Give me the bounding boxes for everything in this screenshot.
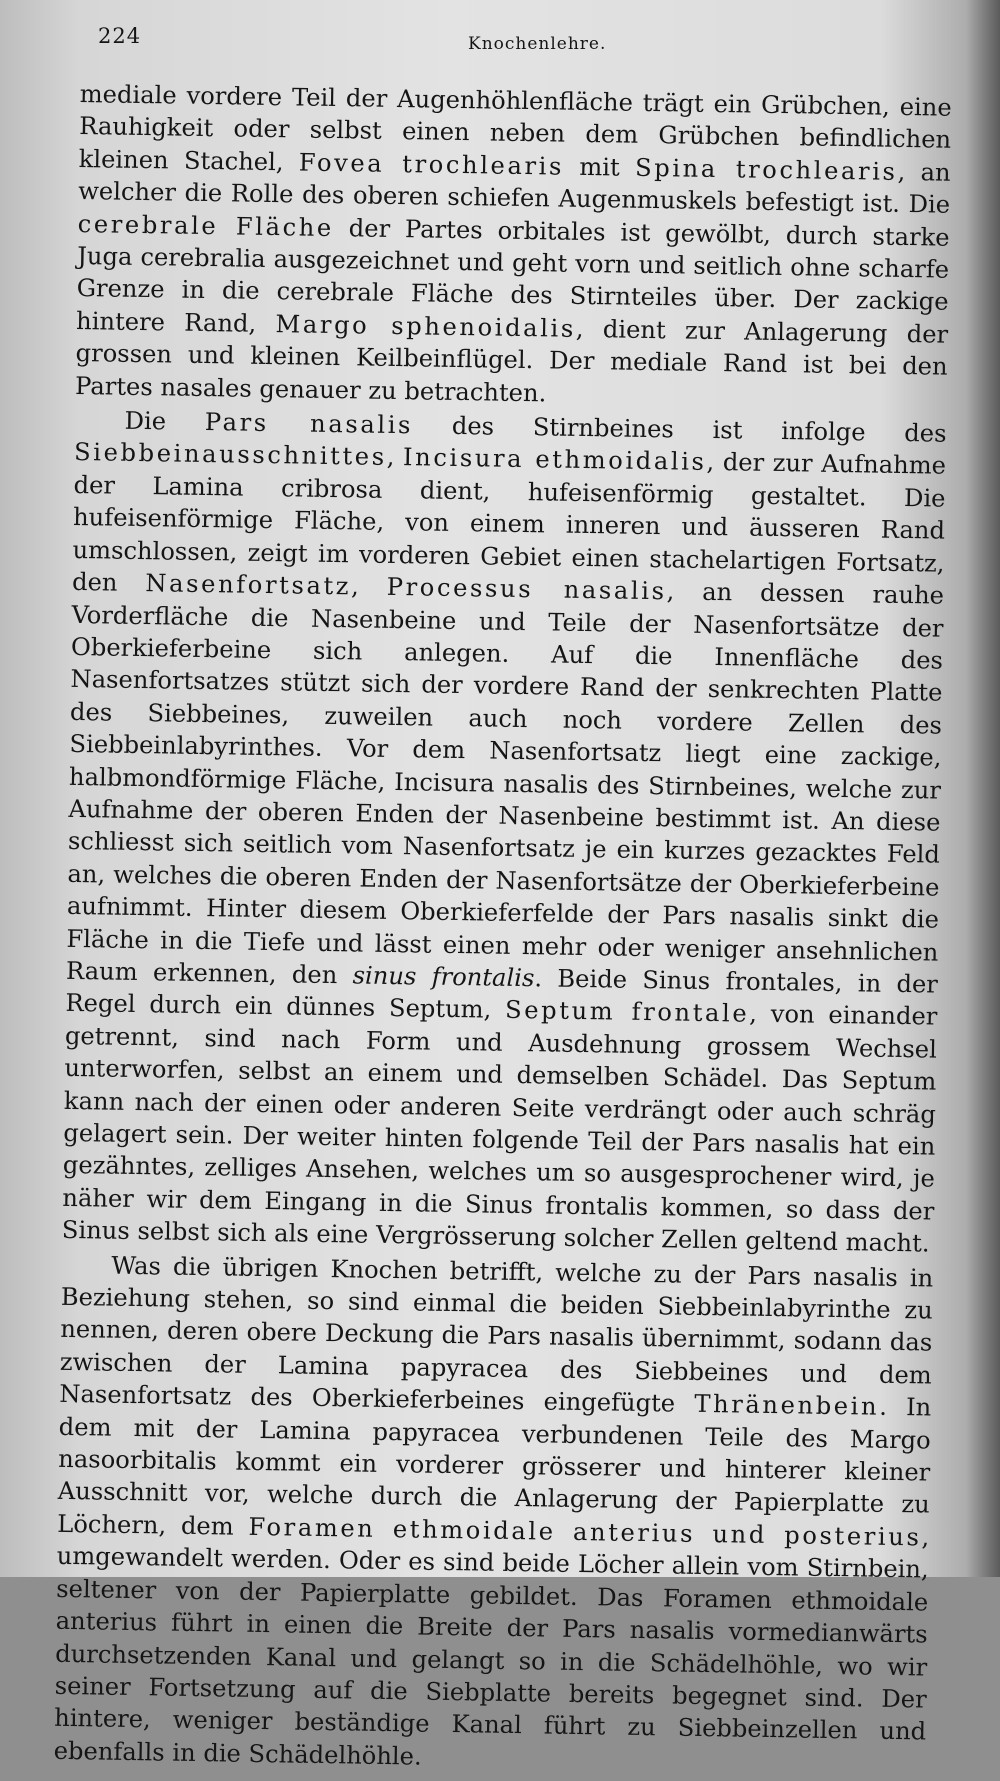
text-run: , umgewandelt werden. Oder es sind beide Löcher allein vom Stirnbein, seltener von der Papierplatte gebildet. Das Foramen ethmoidale anterius führt in einen die Breite der Pars nasalis vormedianwärts durchsetzenden Kanal und gelangt so in die Schädelhöhle, wo wir seiner Fortsetzung auf die Siebplatte bereits begegnet sind. Der hintere, weniger beständige Kanal führt zu Siebbeinzellen und ebenfalls in die Schädelhöhle. xyxy=(53,1523,930,1771)
spaced-term: Thränenbein xyxy=(694,1390,880,1421)
text-run: , von einander getrennt, sind nach Form und Ausdehnung grossem Wechsel unterworfen, selbst an einem und demselben Schädel. Das Septum kann nach der einen oder anderen Seite verdrängt oder auch schräg gelagert sein. Der weiter hinten folgende Teil der Pars nasalis hat ein gezähntes, zelliges Ansehen, welches um so ausgesprochener wird, je näher wir dem Eingang in die Sinus frontalis kommen, so dass der Sinus selbst sich als eine Vergrösserung solcher Zellen geltend macht. xyxy=(61,1000,938,1258)
spaced-term: Pars nasalis xyxy=(204,408,414,440)
text-run: Was die übrigen Knochen betrifft, welche zu der Pars nasalis in Beziehung stehen, so sind einmal die beiden Siebbeinlabyrinthe zu nennen, deren obere Deckung die Pars nasalis übernimmt, sodann das zwischen der Lamina papyracea des Siebbeines und dem Nasenfortsatz des Oberkieferbeines eingefügte xyxy=(59,1251,934,1419)
spaced-term: cerebrale Fläche xyxy=(77,209,335,242)
italic-term: sinus frontalis xyxy=(352,961,535,993)
spaced-term: Processus nasalis xyxy=(386,572,667,606)
spaced-term: Margo sphenoidalis xyxy=(275,309,577,343)
spaced-term: Septum frontale xyxy=(504,996,750,1029)
spaced-term: Fovea trochlearis xyxy=(298,148,565,181)
text-run: , xyxy=(386,443,404,472)
text-run: . In dem mit der Lamina papyracea verbundenen Teile des Margo nasoorbitalis kommt ein vorderer grösserer und hinterer kleiner Ausschnitt vor, welche durch die Anlagerung der Papierplatte zu Löchern, dem xyxy=(57,1392,932,1541)
text-run: Die xyxy=(124,406,206,437)
text-run: . Beide Sinus frontales, in der Regel durch ein dünnes Septum, xyxy=(65,964,939,1025)
spaced-term: Foramen ethmoidale anterius und posterius xyxy=(248,1512,922,1552)
page-header xyxy=(98,24,618,64)
page-body xyxy=(53,78,951,1781)
text-run: des Stirnbeines ist infolge des xyxy=(412,411,947,448)
page-number: 224 xyxy=(98,24,142,48)
text-run: mit xyxy=(563,152,636,182)
spaced-term: Nasenfortsatz xyxy=(145,569,352,601)
spaced-term: Siebbeinausschnittes xyxy=(73,438,387,472)
text-run: , der zur Aufnahme der Lamina cribrosa dient, hufeisenförmig gestaltet. Die hufeisenförmige Fläche, von einem inneren und äusseren Rand umschlossen, zeigt im vorderen Gebiet einen stachelartigen Fortsatz, den xyxy=(71,448,947,598)
text-run: , an dessen rauhe Vorderfläche die Nasenbeine und Teile der Nasenfortsätze der Oberkieferbeine sich anlegen. Auf die Innenfläche des Nasenfortsatzes stützt sich der vordere Rand der senkrechten Platte des Siebbeines, zuweilen auch noch vordere Zellen des Siebbeinlabyrinthes. Vor dem Nasenfortsatz liegt eine zackige, halbmondförmige Fläche, Incisura nasalis des Stirnbeines, welche zur Aufnahme der oberen Enden der Nasenbeine bestimmt ist. An diese schliesst sich seitlich vom Nasenfortsatz je ein kurzes gezacktes Feld an, welches die oberen Enden der Nasenfortsätze der Oberkieferbeine aufnimmt. Hinter diesem Oberkieferfelde der Pars nasalis sinkt die Fläche in die Tiefe und lässt einen mehr oder weniger ansehnlichen Raum erkennen, den xyxy=(65,577,945,990)
text-run: mediale vordere Teil der Augenhöhlenfläche trägt ein Grübchen, eine Rauhigkeit oder selbst einen neben dem Grübchen befindlichen kleinen Stachel, xyxy=(78,79,952,177)
text-run: der Partes orbitales ist gewölbt, durch starke Juga cerebralia ausgezeichnet und geht vorn und seitlich ohne scharfe Grenze in die cerebrale Fläche des Stirnteiles über. Der zackige hintere Rand, xyxy=(75,213,950,338)
text-run: , xyxy=(350,572,387,601)
spaced-term: Incisura ethmoidalis xyxy=(402,443,707,477)
text-run: , an welcher die Rolle des oberen schiefen Augenmuskels befestigt ist. Die xyxy=(78,157,951,219)
text-run: , dient zur Anlagerung der grossen und kleinen Keilbeinflügel. Der mediale Rand ist bei den Partes nasales genauer zu betrachten. xyxy=(74,314,949,408)
paragraph xyxy=(75,78,952,416)
paragraph xyxy=(53,1248,933,1780)
running-head: Knochenlehre. xyxy=(468,34,607,54)
spaced-term: Spina trochlearis xyxy=(634,153,898,186)
paragraph xyxy=(62,404,947,1260)
